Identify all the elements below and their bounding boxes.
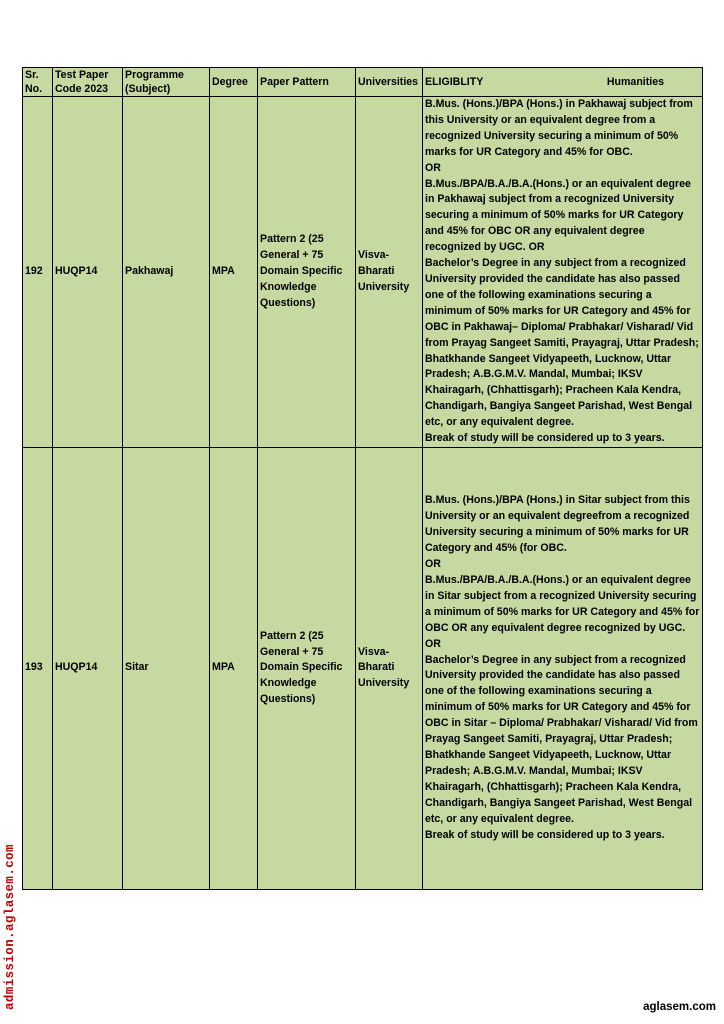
header-eligibility-cell: [423, 68, 703, 97]
header-universities: Universities: [356, 68, 423, 97]
cell-sr-no: 193: [23, 447, 53, 889]
header-paper-pattern: Paper Pattern: [258, 68, 356, 97]
header-degree: Degree: [210, 68, 258, 97]
cell-university: Visva-Bharati University: [356, 447, 423, 889]
cell-sr-no: 192: [23, 97, 53, 448]
table-row: [23, 97, 703, 448]
eligibility-table: [22, 67, 703, 890]
table-row: [23, 447, 703, 889]
bottom-watermark: aglasem.com: [643, 1001, 716, 1013]
header-category: Humanities: [606, 76, 664, 88]
cell-pattern: Pattern 2 (25 General + 75 Domain Specific Knowledge Questions): [258, 97, 356, 448]
side-watermark: admission.aglasem.com: [3, 844, 17, 1010]
cell-programme: Pakhawaj: [123, 97, 210, 448]
header-row: [23, 68, 703, 97]
header-eligibility: ELIGIBLITY: [425, 76, 484, 88]
cell-programme: Sitar: [123, 447, 210, 889]
header-sr-no: Sr. No.: [23, 68, 53, 97]
cell-eligibility: B.Mus. (Hons.)/BPA (Hons.) in Sitar subject from this University or an equivalent degreefrom a recognized University securing a minimum of 50% marks for UR Category and 45% (for OBC. OR B.Mus./BPA/B.A./B.A.(Hons.) or an equivalent degree in Sitar subject from a recognized University securing a minimum of 50% marks for UR Category and 45% for OBC OR any equivalent degree recognized by UGC. OR Bachelor’s Degree in any subject from a recognized University provided the candidate has also passed one of the following examinations securing a minimum of 50% marks for UR Category and 45% for OBC in Sitar – Diploma/ Prabhakar/ Visharad/ Vid from Prayag Sangeet Samiti, Prayagraj, Uttar Pradesh; Bhatkhande Sangeet Vidyapeeth, Lucknow, Uttar Pradesh; A.B.G.M.V. Mandal, Mumbai; IKSV Khairagarh, (Chhattisgarh); Pracheen Kala Kendra, Chandigarh, Bangiya Sangeet Parishad, West Bengal etc, or any equivalent degree. Break of study will be considered up to 3 years.: [423, 447, 703, 889]
cell-university: Visva-Bharati University: [356, 97, 423, 448]
cell-code: HUQP14: [53, 97, 123, 448]
cell-pattern: Pattern 2 (25 General + 75 Domain Specific Knowledge Questions): [258, 447, 356, 889]
cell-degree: MPA: [210, 97, 258, 448]
cell-code: HUQP14: [53, 447, 123, 889]
header-test-paper-code: Test Paper Code 2023: [53, 68, 123, 97]
header-programme: Programme (Subject): [123, 68, 210, 97]
cell-eligibility: B.Mus. (Hons.)/BPA (Hons.) in Pakhawaj subject from this University or an equivalent degree from a recognized University securing a minimum of 50% marks for UR Category and 45% for OBC. OR B.Mus./BPA/B.A./B.A.(Hons.) or an equivalent degree in Pakhawaj subject from a recognized University securing a minimum of 50% marks for UR Category and 45% for OBC OR any equivalent degree recognized by UGC. OR Bachelor’s Degree in any subject from a recognized University provided the candidate has also passed one of the following examinations securing a minimum of 50% marks for UR Category and 45% for OBC in Pakhawaj– Diploma/ Prabhakar/ Visharad/ Vid from Prayag Sangeet Samiti, Prayagraj, Uttar Pradesh; Bhatkhande Sangeet Vidyapeeth, Lucknow, Uttar Pradesh; A.B.G.M.V. Mandal, Mumbai; IKSV Khairagarh, (Chhattisgarh); Pracheen Kala Kendra, Chandigarh, Bangiya Sangeet Parishad, West Bengal etc, or any equivalent degree. Break of study will be considered up to 3 years.: [423, 97, 703, 448]
cell-degree: MPA: [210, 447, 258, 889]
